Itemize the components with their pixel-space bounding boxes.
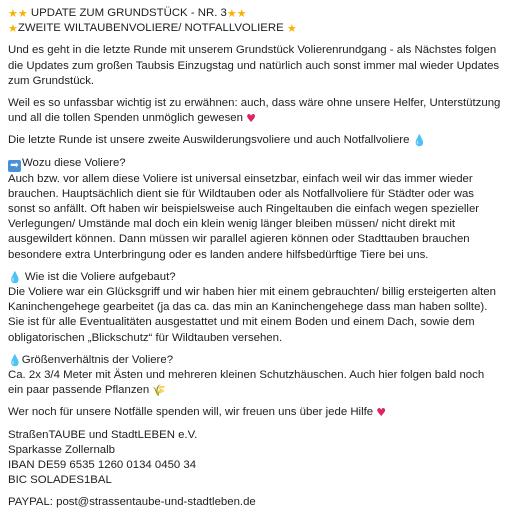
- post-subtitle-line: [8, 21, 501, 36]
- section-structure-heading: [8, 270, 501, 285]
- intro-paragraph: Und es geht in die letzte Runde mit unserem Grundstück Volierenrundgang - als Nächstes folgen die Updates zum großen Taubsis Einzugstag und natürlich auch sonst immer mal wieder Updates zum Grundstück.: [8, 44, 500, 87]
- donation-call: [8, 405, 501, 420]
- section-size-title: Größenverhältnis der Voliere?: [21, 353, 174, 366]
- section-size-text: Ca. 2x 3/4 Meter mit Ästen und mehreren kleinen Schutzhäuschen. Auch hier folgen bald noch ein paar passende Pflanzen: [8, 369, 485, 397]
- section-structure-body: Die Voliere war ein Glücksgriff und wir haben hier mit einem gebrauchten/ billig ersteigerten alten Kaninchengehege gearbeitet (ja das ca. das min an Kaninchengehege dass man haben sollte). Sie ist für alle Eventualitäten ausgestattet und mit einem Boden und einem Dach, sowie dem obligatorischen „Blickschutz“ für Wildtauben versehen.: [8, 286, 496, 344]
- bank-bic: BIC SOLADES1BAL: [8, 474, 112, 487]
- section-size-body: [8, 368, 501, 398]
- section-purpose-body: Auch bzw. vor allem diese Voliere ist universal einsetzbar, einfach weil wir das immer wieder brauchen. Hauptsächlich dient sie für Wildtauben oder als Notfallvoliere für Städter oder was sonst so anfällt. Oft haben wir beispielsweise auch Ringeltauben die einfach wegen spezieller Verlegungen/ Umstände mal doch ein klein wenig länger bleiben müssen/ nicht direkt mit ausgewildert können. Dann müssen wir parallel agieren können oder Stadttauben brauchen besondere extra Unterbringung oder es landen andere hilfsbedürftige Tiere bei uns.: [8, 172, 480, 261]
- post-subtitle: ZWEITE WILTAUBENVOLIERE/ NOTFALLVOLIERE: [17, 22, 284, 35]
- section-purpose-title: Wozu diese Voliere?: [22, 156, 126, 169]
- bank-details: [8, 428, 501, 489]
- droplet-icon: 💧: [8, 270, 22, 284]
- section-size: [8, 353, 501, 399]
- post-title-line: [8, 6, 501, 21]
- arrow-right-icon: ➡: [8, 160, 21, 172]
- section-purpose-heading: [8, 156, 501, 172]
- star-icon: ★: [286, 22, 297, 36]
- section-structure-title: Wie ist die Voliere aufgebaut?: [24, 270, 176, 283]
- star-icon: ★: [17, 7, 28, 20]
- droplet-icon: 💧: [8, 353, 22, 367]
- star-icon: ★: [226, 7, 237, 20]
- thanks-text: Weil es so unfassbar wichtig ist zu erwähnen: auch, dass wäre ohne unsere Helfer, Unterstützung und all die tollen Spenden unmöglich gewesen: [8, 97, 501, 125]
- last-round-paragraph: [8, 133, 501, 148]
- post-title: UPDATE ZUM GRUNDSTÜCK - NR. 3: [30, 7, 227, 19]
- post-header: [8, 6, 501, 36]
- section-purpose: [8, 156, 501, 263]
- donation-call-text: Wer noch für unsere Notfälle spenden will, wir freuen uns über jede Hilfe: [8, 406, 374, 419]
- section-size-heading: [8, 353, 501, 368]
- bank-account-name: StraßenTAUBE und StadtLEBEN e.V.: [8, 428, 198, 441]
- section-structure: [8, 270, 501, 346]
- bank-name: Sparkasse Zollernalb: [8, 443, 115, 456]
- paypal-line: [8, 495, 501, 510]
- sprout-icon: 🌾: [152, 384, 167, 398]
- heart-icon: ♥: [376, 406, 387, 420]
- heart-icon: ♥: [246, 112, 256, 126]
- last-round-text: Die letzte Runde ist unsere zweite Auswilderungsvoliere und auch Notfallvoliere: [8, 134, 410, 147]
- thanks-paragraph: [8, 96, 501, 126]
- droplet-icon: 💧: [412, 134, 427, 148]
- bank-iban: IBAN DE59 6535 1260 0134 0450 34: [8, 459, 197, 472]
- star-icon: ★: [8, 22, 18, 36]
- star-icon: ★: [236, 7, 247, 20]
- star-icon: ★: [8, 7, 18, 20]
- paypal-text: PAYPAL: post@strassentaube-und-stadtleben.de: [8, 496, 256, 509]
